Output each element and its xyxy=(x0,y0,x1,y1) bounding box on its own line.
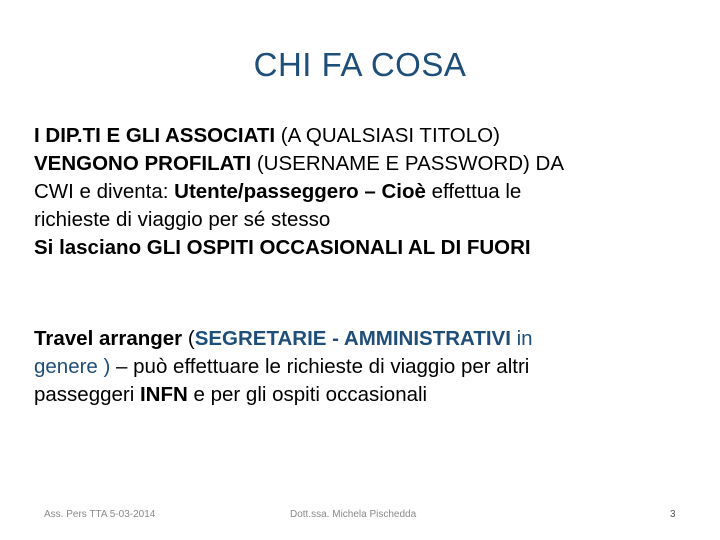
text-line xyxy=(34,381,694,409)
text: effettua le xyxy=(425,180,522,203)
text-line xyxy=(34,178,694,206)
paragraph-profiled-users xyxy=(34,122,694,262)
text: – può effettuare le richieste di viaggio per altri xyxy=(110,355,530,378)
bold-text: VENGONO PROFILATI xyxy=(34,152,252,175)
footer-left-text: Ass. Pers TTA 5-03-2014 xyxy=(44,509,156,520)
text: e per gli ospiti occasionali xyxy=(187,383,428,406)
footer-author: Dott.ssa. Michela Pischedda xyxy=(290,509,417,520)
paragraph-travel-arranger xyxy=(34,325,694,409)
text-line xyxy=(34,150,694,178)
text-line xyxy=(34,122,694,150)
highlighted-bold-text: SEGRETARIE - AMMINISTRATIVI xyxy=(194,327,511,350)
text: richieste di viaggio per sé stesso xyxy=(34,208,331,231)
text-line xyxy=(34,353,694,381)
bold-text: I DIP.TI E GLI ASSOCIATI xyxy=(34,124,276,147)
page-number: 3 xyxy=(670,509,676,520)
highlighted-text: in xyxy=(510,327,533,350)
bold-text: Travel arranger xyxy=(34,327,183,350)
text: passeggeri xyxy=(34,383,140,406)
bold-text: Utente/passeggero – Cioè xyxy=(174,180,426,203)
bold-text: INFN xyxy=(139,383,188,406)
text-line xyxy=(34,325,694,353)
text: (A QUALSIASI TITOLO) xyxy=(275,124,500,147)
slide-title: CHI FA COSA xyxy=(253,46,467,83)
text: (USERNAME E PASSWORD) DA xyxy=(251,152,565,175)
bold-text: Si lasciano GLI OSPITI OCCASIONALI AL DI FUORI xyxy=(34,236,531,259)
text: CWI e diventa: xyxy=(34,180,175,203)
highlighted-text: genere ) xyxy=(34,355,111,378)
text: ( xyxy=(182,327,195,350)
text-line xyxy=(34,206,694,234)
text-line xyxy=(34,234,694,262)
